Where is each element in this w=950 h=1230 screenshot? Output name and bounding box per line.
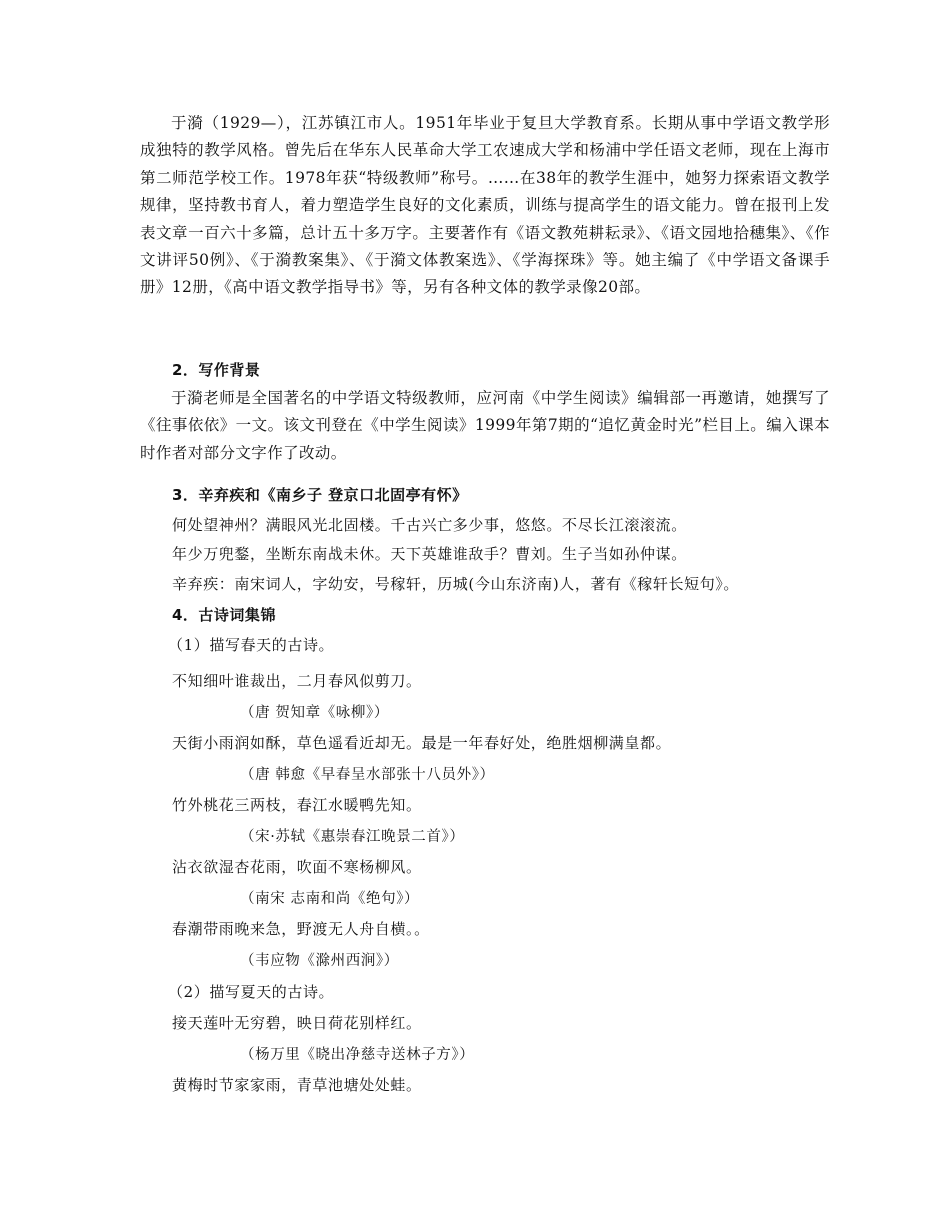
poem-verse: 竹外桃花三两枝，春江水暖鸭先知。 [172,796,422,814]
poem-verse: 黄梅时节家家雨，青草池塘处处蛙。 [172,1076,422,1094]
poem-verse: 天街小雨润如酥，草色遥看近却无。最是一年春好处，绝胜烟柳满皇都。 [172,734,672,752]
section-heading-poetry-collection: 4．古诗词集锦 [172,606,276,624]
ci-line-2: 年少万兜鍪，坐断东南战未休。天下英雄谁敌手？曹刘。生子当如孙仲谋。 [172,545,687,563]
poem-verse: 春潮带雨晚来急，野渡无人舟自横。。 [172,920,430,938]
poet-intro-line: 辛弃疾：南宋词人，字幼安，号稼轩，历城(今山东济南)人，著有《稼轩长短句》。 [172,575,740,593]
poem-source: （唐 韩愈《早春呈水部张十八员外》） [240,767,495,783]
author-bio-paragraph: 于漪（1929—），江苏镇江市人。1951年毕业于复旦大学教育系。长期从事中学语文教学形成独特的教学风格。曾先后在华东人民革命大学工农速成大学和杨浦中学任语文老师，现在上海市第二师范学校工作。1978年获“特级教师”称号。……在38年的教学生涯中，她努力探索语文教学规律，坚持教书育人，着力塑造学生良好的文化素质，训练与提高学生的语文能力。曾在报刊上发表文章一百六十多篇，总计五十多万字。主要著作有《语文教苑耕耘录》、《语文园地拾穗集》、《作文讲评50例》、《于漪教案集》、《于漪文体教案选》、《学海探珠》等。她主编了《中学语文备课手册》12册，《高中语文教学指导书》等，另有各种文体的教学录像20部。 [140,114,830,297]
poem-source: （杨万里《晓出净慈寺送林子方》） [240,1047,475,1063]
poem-source: （韦应物《滁州西涧》） [240,953,399,969]
poem-verse: 不知细叶谁裁出，二月春风似剪刀。 [172,672,422,690]
poem-verse: 接天莲叶无穷碧，映日荷花别样红。 [172,1014,422,1032]
background-paragraph: 于漪老师是全国著名的中学语文特级教师，应河南《中学生阅读》编辑部一再邀请，她撰写了《往事依依》一文。该文刊登在《中学生阅读》1999年第7期的“追忆黄金时光”栏目上。编入课本时作者对部分文字作了改动。 [140,389,830,462]
subheading-summer: （2）描写夏天的古诗。 [168,983,335,1001]
poem-verse: 沾衣欲湿杏花雨，吹面不寒杨柳风。 [172,858,422,876]
subheading-spring: （1）描写春天的古诗。 [168,636,335,654]
poem-source: （唐 贺知章《咏柳》） [240,705,389,721]
section-heading-background: 2．写作背景 [172,361,261,379]
poem-source: （宋·苏轼《惠崇春江晚景二首》） [240,829,465,845]
section-heading-xin-qiji: 3．辛弃疾和《南乡子 登京口北固亭有怀》 [172,486,468,504]
poem-source: （南宋 志南和尚《绝句》） [240,891,420,907]
ci-line-1: 何处望神州？满眼风光北固楼。千古兴亡多少事，悠悠。不尽长江滚滚流。 [172,516,687,534]
